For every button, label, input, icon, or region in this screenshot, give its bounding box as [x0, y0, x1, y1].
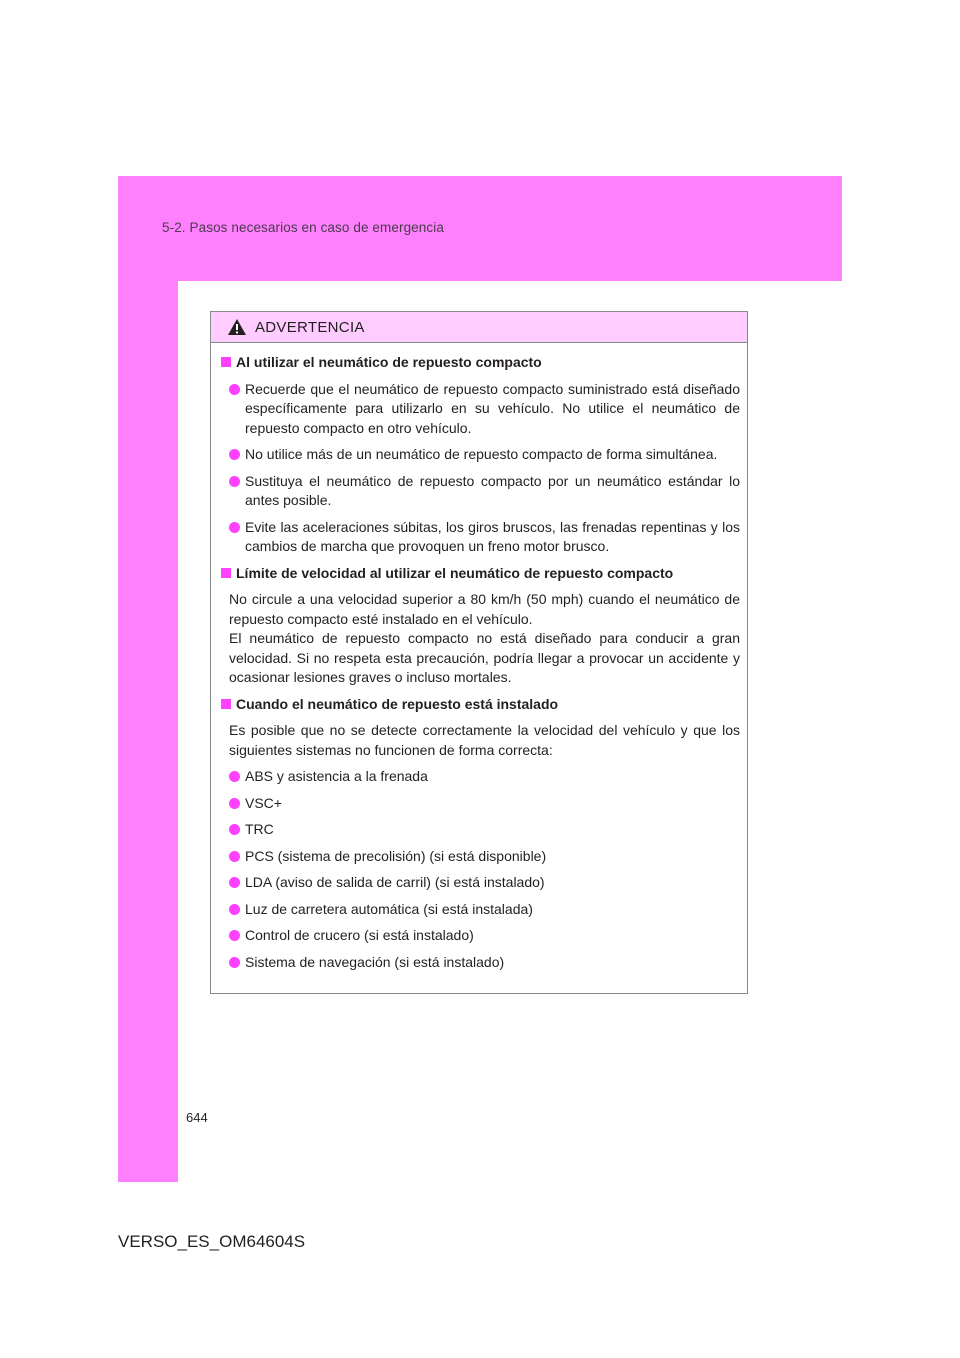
- circle-bullet-icon: [229, 824, 240, 835]
- section-title: Al utilizar el neumático de repuesto compacto: [221, 353, 740, 373]
- list-item: Recuerde que el neumático de repuesto compacto suministrado está diseñado específicamente para utilizarlo en su vehículo. No utilice el neumático de repuesto compacto en otro vehículo.: [229, 380, 740, 439]
- paragraph: No circule a una velocidad superior a 80 km/h (50 mph) cuando el neumático de repuesto compacto esté instalado en el vehículo. El neumático de repuesto compacto no está diseñado para conducir a gran velocidad. Si no respeta esta precaución, podría llegar a provocar un accidente y ocasionar lesiones graves o incluso mortales.: [229, 591, 740, 685]
- warning-box: [210, 311, 748, 994]
- warning-triangle-icon: [227, 318, 247, 336]
- circle-bullet-icon: [229, 476, 240, 487]
- list-item: Luz de carretera automática (si está instalada): [229, 900, 740, 920]
- list-item: LDA (aviso de salida de carril) (si está instalado): [229, 873, 740, 893]
- list-item: Sustituya el neumático de repuesto compacto por un neumático estándar lo antes posible.: [229, 472, 740, 511]
- circle-bullet-icon: [229, 522, 240, 533]
- warning-title: ADVERTENCIA: [255, 318, 365, 336]
- footer-code: VERSO_ES_OM64604S: [118, 1232, 306, 1251]
- list-item: Evite las aceleraciones súbitas, los giros bruscos, las frenadas repentinas y los cambios de marcha que provoquen un freno motor brusco.: [229, 518, 740, 557]
- circle-bullet-icon: [229, 930, 240, 941]
- square-bullet-icon: [221, 357, 231, 367]
- warning-header: [211, 312, 747, 343]
- square-bullet-icon: [221, 568, 231, 578]
- list-item: PCS (sistema de precolisión) (si está disponible): [229, 847, 740, 867]
- list-item: Sistema de navegación (si está instalado): [229, 953, 740, 973]
- circle-bullet-icon: [229, 877, 240, 888]
- circle-bullet-icon: [229, 851, 240, 862]
- circle-bullet-icon: [229, 384, 240, 395]
- list-item: VSC+: [229, 794, 740, 814]
- list-item: TRC: [229, 820, 740, 840]
- circle-bullet-icon: [229, 904, 240, 915]
- warning-body: [211, 343, 747, 972]
- square-bullet-icon: [221, 699, 231, 709]
- section-title: Límite de velocidad al utilizar el neumático de repuesto compacto: [221, 564, 740, 584]
- paragraph: Es posible que no se detecte correctamente la velocidad del vehículo y que los siguientes sistemas no funcionen de forma correcta:: [229, 722, 740, 758]
- circle-bullet-icon: [229, 798, 240, 809]
- circle-bullet-icon: [229, 957, 240, 968]
- circle-bullet-icon: [229, 449, 240, 460]
- page-number: 644: [186, 1110, 208, 1125]
- circle-bullet-icon: [229, 771, 240, 782]
- section-title: Cuando el neumático de repuesto está instalado: [221, 695, 740, 715]
- list-item: Control de crucero (si está instalado): [229, 926, 740, 946]
- section-header: 5-2. Pasos necesarios en caso de emergencia: [162, 220, 444, 235]
- list-item: ABS y asistencia a la frenada: [229, 767, 740, 787]
- list-item: No utilice más de un neumático de repuesto compacto de forma simultánea.: [229, 445, 740, 465]
- side-band: [118, 281, 178, 1182]
